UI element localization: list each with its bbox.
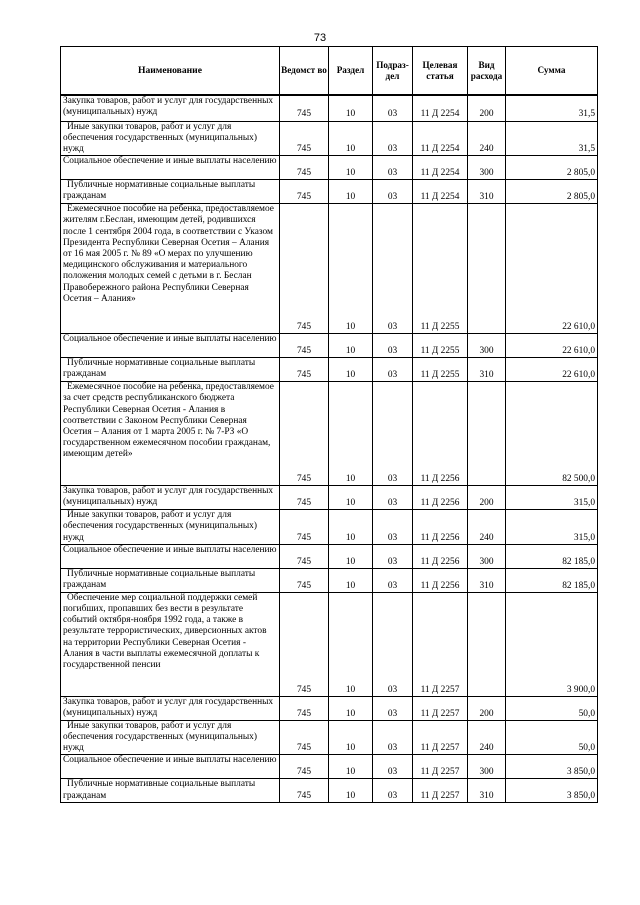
row-target-article: 11 Д 2256 (413, 544, 468, 568)
row-subsection: 03 (373, 544, 413, 568)
row-sum: 50,0 (506, 696, 598, 720)
header-expense-type: Вид расхода (468, 47, 506, 96)
row-expense-type: 300 (468, 334, 506, 358)
header-name: Наименование (61, 47, 280, 96)
row-sum: 2 805,0 (506, 180, 598, 204)
row-department: 745 (280, 544, 329, 568)
row-expense-type: 310 (468, 358, 506, 382)
row-department: 745 (280, 592, 329, 696)
row-expense-type: 200 (468, 696, 506, 720)
table-row (61, 121, 598, 156)
row-name: Публичные нормативные социальные выплаты гражданам (61, 358, 280, 382)
row-expense-type: 300 (468, 156, 506, 180)
row-subsection: 03 (373, 779, 413, 803)
row-section: 10 (329, 696, 373, 720)
table-body (61, 95, 598, 803)
row-name: Социальное обеспечение и иные выплаты населению (61, 334, 280, 358)
row-expense-type: 300 (468, 544, 506, 568)
row-expense-type: 300 (468, 755, 506, 779)
table-row (61, 568, 598, 592)
row-section: 10 (329, 382, 373, 486)
row-section: 10 (329, 720, 373, 755)
table-row (61, 156, 598, 180)
row-sum: 22 610,0 (506, 358, 598, 382)
row-department: 745 (280, 156, 329, 180)
row-department: 745 (280, 382, 329, 486)
table-header-row (61, 47, 598, 96)
table-row (61, 510, 598, 545)
row-expense-type: 310 (468, 180, 506, 204)
row-target-article: 11 Д 2255 (413, 204, 468, 334)
row-expense-type: 200 (468, 486, 506, 510)
row-name: Публичные нормативные социальные выплаты гражданам (61, 568, 280, 592)
row-sum: 82 185,0 (506, 568, 598, 592)
table-row (61, 720, 598, 755)
row-sum: 315,0 (506, 486, 598, 510)
row-sum: 3 850,0 (506, 755, 598, 779)
row-name: Закупка товаров, работ и услуг для государственных (муниципальных) нужд (61, 95, 280, 121)
row-subsection: 03 (373, 486, 413, 510)
row-target-article: 11 Д 2257 (413, 592, 468, 696)
row-name: Ежемесячное пособие на ребенка, предоставляемое жителям г.Беслан, имеющим детей, родившихся после 1 сентября 2004 года, в соответствии с Указом Президента Республики Северная Осетия – Алания от 16 мая 2005 г. № 89 «О мерах по улучшению медицинского обслуживания и материального положения молодых семей с детьми в г. Беслан Правобережного района Республики Северная Осетия – Алания» (61, 204, 280, 334)
row-target-article: 11 Д 2254 (413, 121, 468, 156)
row-expense-type: 200 (468, 95, 506, 121)
row-sum: 3 850,0 (506, 779, 598, 803)
row-sum: 315,0 (506, 510, 598, 545)
row-subsection: 03 (373, 180, 413, 204)
row-sum: 82 500,0 (506, 382, 598, 486)
header-target-article: Целевая статья (413, 47, 468, 96)
row-section: 10 (329, 95, 373, 121)
row-target-article: 11 Д 2254 (413, 95, 468, 121)
row-target-article: 11 Д 2257 (413, 720, 468, 755)
row-target-article: 11 Д 2256 (413, 510, 468, 545)
row-target-article: 11 Д 2255 (413, 334, 468, 358)
row-target-article: 11 Д 2256 (413, 486, 468, 510)
row-target-article: 11 Д 2257 (413, 779, 468, 803)
row-name: Социальное обеспечение и иные выплаты населению (61, 755, 280, 779)
row-name: Публичные нормативные социальные выплаты гражданам (61, 779, 280, 803)
page-number: 73 (313, 32, 327, 44)
row-section: 10 (329, 358, 373, 382)
row-department: 745 (280, 95, 329, 121)
row-subsection: 03 (373, 382, 413, 486)
row-section: 10 (329, 204, 373, 334)
row-section: 10 (329, 156, 373, 180)
header-sum: Сумма (506, 47, 598, 96)
row-sum: 22 610,0 (506, 204, 598, 334)
row-subsection: 03 (373, 358, 413, 382)
row-subsection: 03 (373, 510, 413, 545)
row-expense-type: 310 (468, 779, 506, 803)
row-name: Социальное обеспечение и иные выплаты населению (61, 544, 280, 568)
row-department: 745 (280, 204, 329, 334)
table-row (61, 592, 598, 696)
header-department: Ведомст во (280, 47, 329, 96)
table-row (61, 755, 598, 779)
row-department: 745 (280, 510, 329, 545)
table-row (61, 382, 598, 486)
row-sum: 31,5 (506, 95, 598, 121)
table-row (61, 486, 598, 510)
row-department: 745 (280, 696, 329, 720)
row-subsection: 03 (373, 696, 413, 720)
row-subsection: 03 (373, 204, 413, 334)
row-expense-type: 240 (468, 121, 506, 156)
row-target-article: 11 Д 2254 (413, 156, 468, 180)
row-name: Публичные нормативные социальные выплаты гражданам (61, 180, 280, 204)
row-department: 745 (280, 121, 329, 156)
row-section: 10 (329, 180, 373, 204)
table-row (61, 544, 598, 568)
row-target-article: 11 Д 2257 (413, 696, 468, 720)
row-sum: 22 610,0 (506, 334, 598, 358)
row-department: 745 (280, 334, 329, 358)
table-row (61, 696, 598, 720)
row-section: 10 (329, 568, 373, 592)
row-department: 745 (280, 779, 329, 803)
row-expense-type (468, 382, 506, 486)
row-section: 10 (329, 544, 373, 568)
row-target-article: 11 Д 2256 (413, 568, 468, 592)
row-name: Обеспечение мер социальной поддержки семей погибших, пропавших без вести в результате событий октября-ноября 1992 года, а также в результате террористических, диверсионных актов на территории Республики Северная Осетия - Алания в части выплаты ежемесячной доплаты к государственной пенсии (61, 592, 280, 696)
row-expense-type (468, 592, 506, 696)
row-target-article: 11 Д 2257 (413, 755, 468, 779)
row-expense-type: 310 (468, 568, 506, 592)
row-sum: 82 185,0 (506, 544, 598, 568)
row-subsection: 03 (373, 720, 413, 755)
row-target-article: 11 Д 2255 (413, 358, 468, 382)
table-row (61, 180, 598, 204)
row-name: Иные закупки товаров, работ и услуг для обеспечения государственных (муниципальных) нужд (61, 510, 280, 545)
row-department: 745 (280, 755, 329, 779)
row-subsection: 03 (373, 121, 413, 156)
row-department: 745 (280, 720, 329, 755)
row-subsection: 03 (373, 755, 413, 779)
table-row (61, 334, 598, 358)
row-name: Социальное обеспечение и иные выплаты населению (61, 156, 280, 180)
header-section: Раздел (329, 47, 373, 96)
row-section: 10 (329, 779, 373, 803)
table-row (61, 95, 598, 121)
row-subsection: 03 (373, 95, 413, 121)
row-sum: 3 900,0 (506, 592, 598, 696)
header-subsection: Подраз- дел (373, 47, 413, 96)
row-department: 745 (280, 358, 329, 382)
row-expense-type: 240 (468, 720, 506, 755)
budget-table (60, 46, 598, 803)
row-section: 10 (329, 121, 373, 156)
row-subsection: 03 (373, 568, 413, 592)
row-name: Ежемесячное пособие на ребенка, предоставляемое за счет средств республиканского бюджета Республики Северная Осетия - Алания в соответствии с Законом Республики Северная Осетия – Алания от 1 марта 2005 г. № 7-РЗ «О государственном ежемесячном пособии гражданам, имеющим детей» (61, 382, 280, 486)
row-sum: 2 805,0 (506, 156, 598, 180)
row-target-article: 11 Д 2256 (413, 382, 468, 486)
row-target-article: 11 Д 2254 (413, 180, 468, 204)
row-expense-type: 240 (468, 510, 506, 545)
row-section: 10 (329, 486, 373, 510)
row-department: 745 (280, 568, 329, 592)
table-row (61, 358, 598, 382)
row-expense-type (468, 204, 506, 334)
row-department: 745 (280, 180, 329, 204)
row-subsection: 03 (373, 156, 413, 180)
row-department: 745 (280, 486, 329, 510)
row-sum: 50,0 (506, 720, 598, 755)
table-row (61, 204, 598, 334)
row-name: Закупка товаров, работ и услуг для государственных (муниципальных) нужд (61, 696, 280, 720)
row-sum: 31,5 (506, 121, 598, 156)
row-name: Иные закупки товаров, работ и услуг для обеспечения государственных (муниципальных) нужд (61, 720, 280, 755)
row-subsection: 03 (373, 334, 413, 358)
row-section: 10 (329, 755, 373, 779)
row-section: 10 (329, 592, 373, 696)
row-name: Иные закупки товаров, работ и услуг для обеспечения государственных (муниципальных) нужд (61, 121, 280, 156)
table-row (61, 779, 598, 803)
row-section: 10 (329, 334, 373, 358)
row-section: 10 (329, 510, 373, 545)
row-subsection: 03 (373, 592, 413, 696)
row-name: Закупка товаров, работ и услуг для государственных (муниципальных) нужд (61, 486, 280, 510)
